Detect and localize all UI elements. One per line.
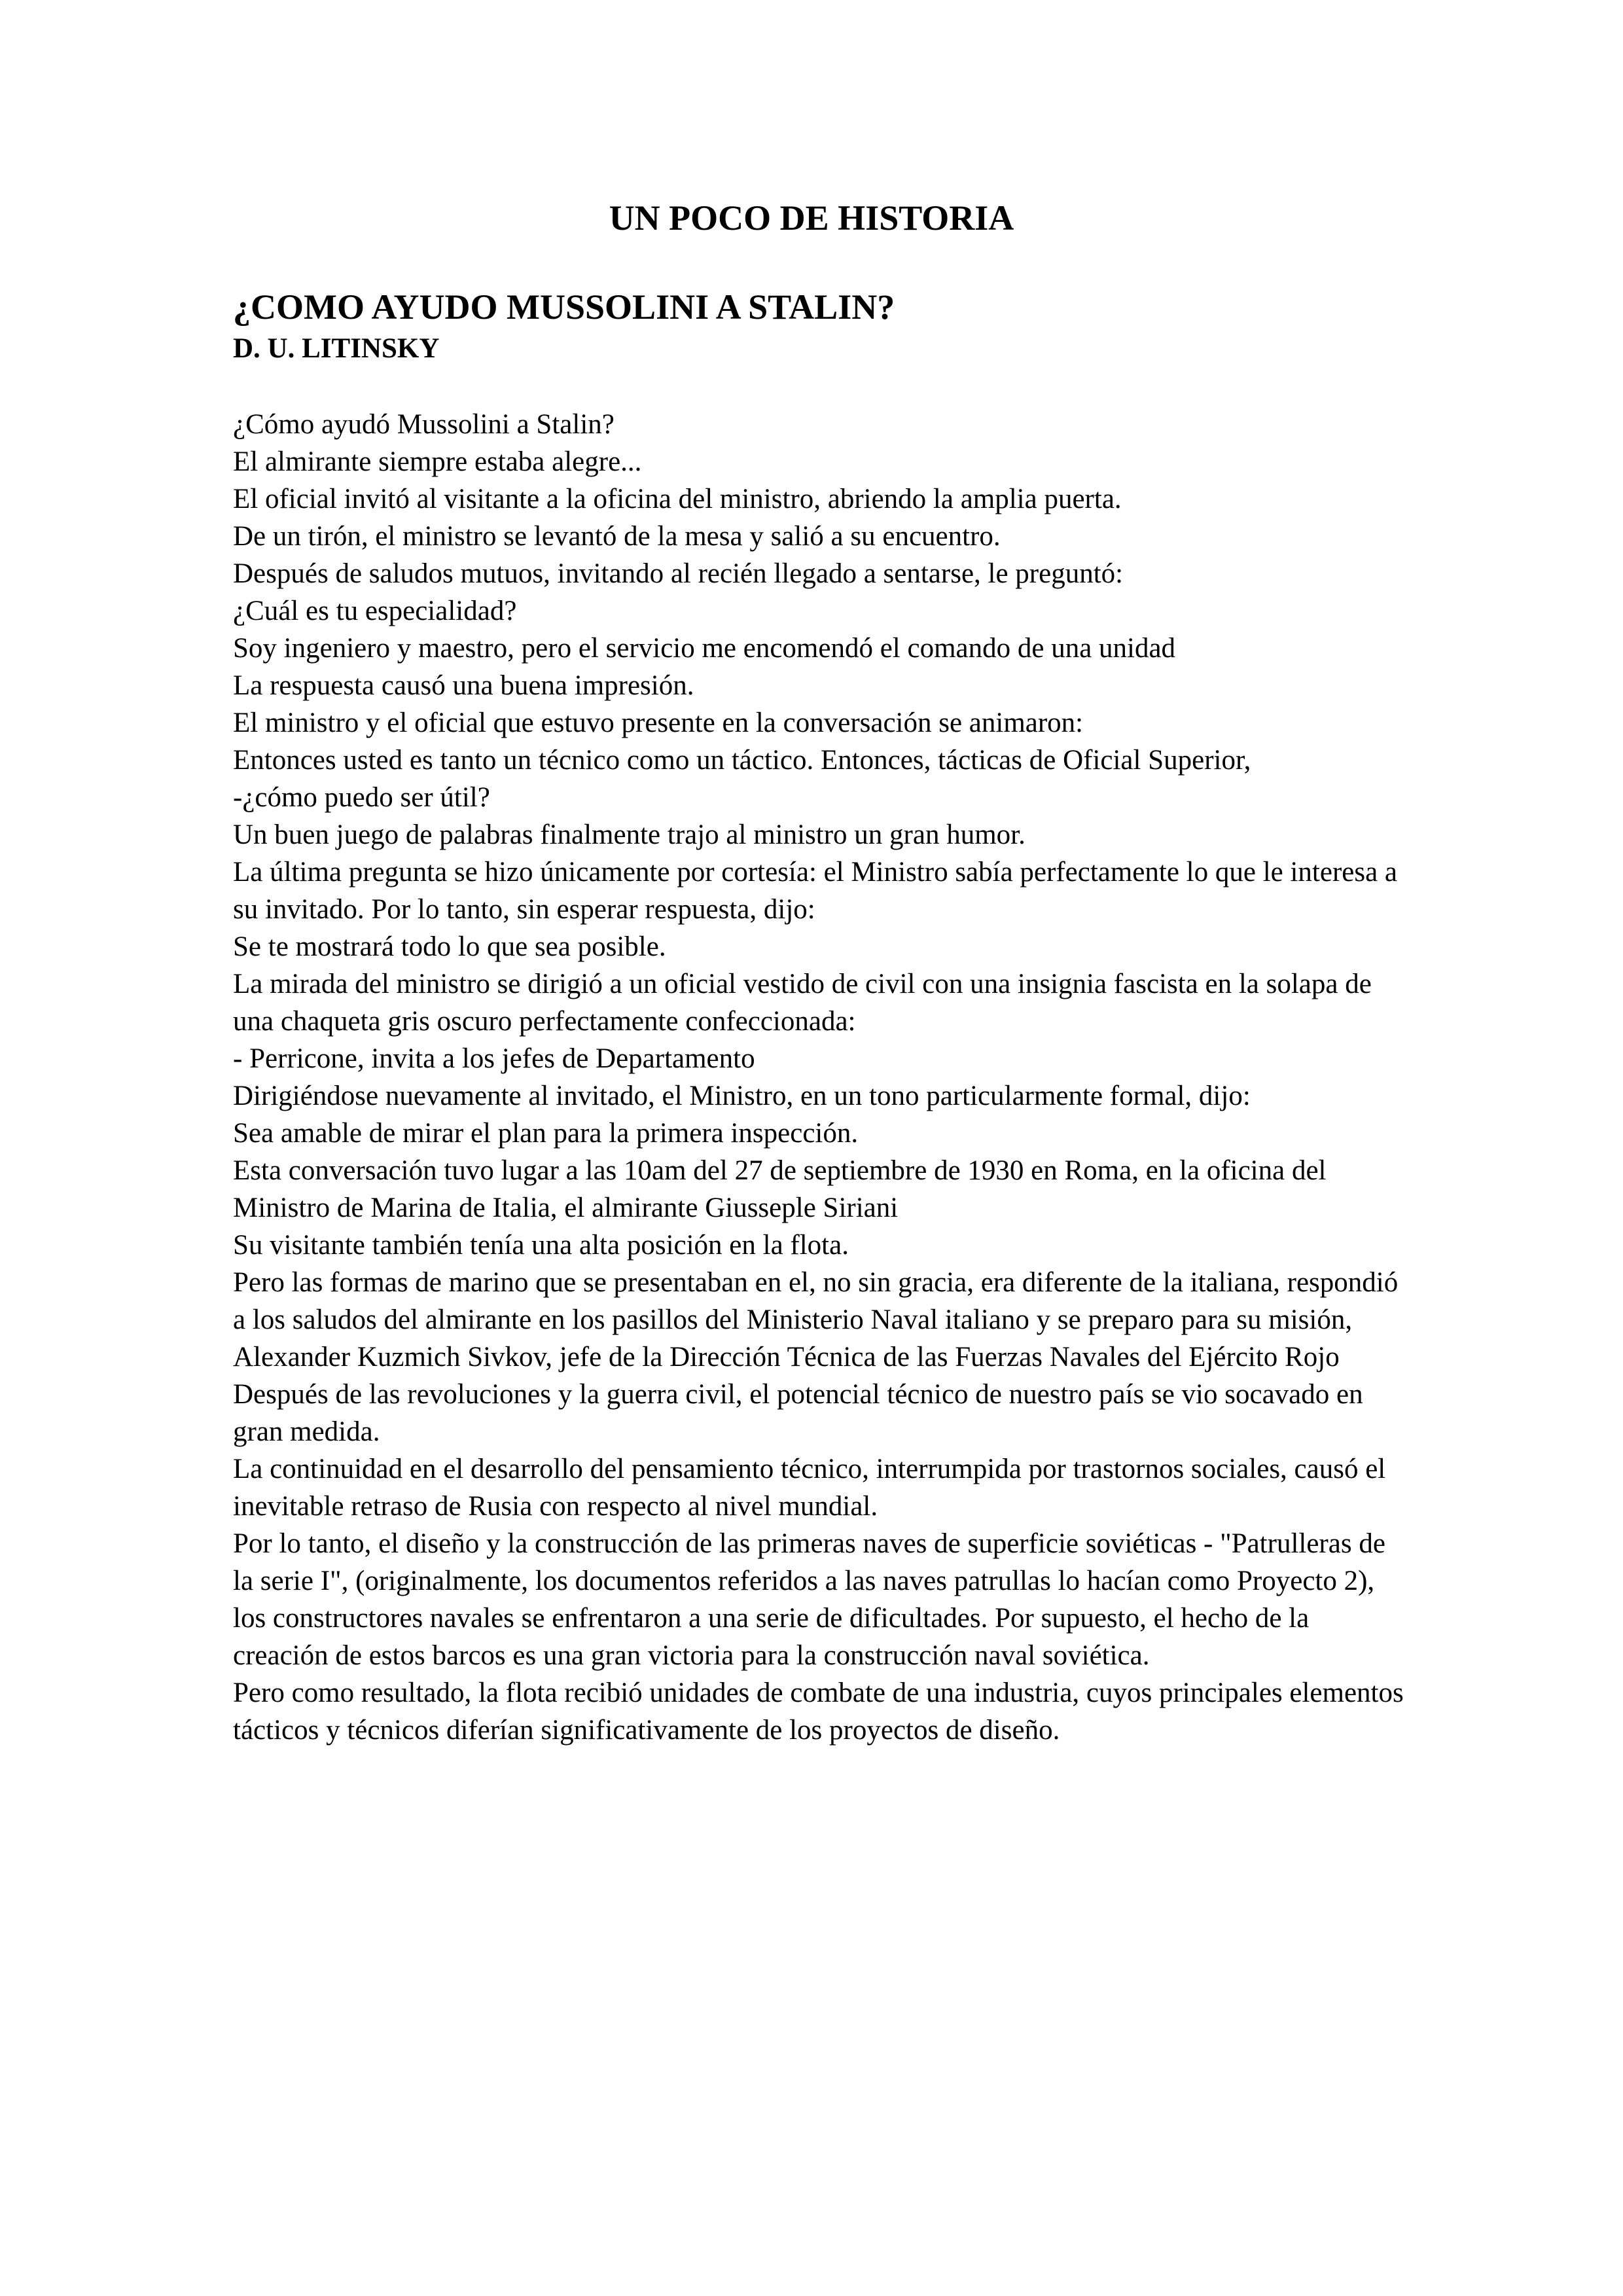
body-paragraph: Un buen juego de palabras finalmente trajo al ministro un gran humor.	[233, 819, 1026, 850]
body-paragraph: La respuesta causó una buena impresión.	[233, 670, 694, 701]
body-paragraph: La continuidad en el desarrollo del pensamiento técnico, interrumpida por trastornos sociales, causó el inevitable retraso de Rusia con respecto al nivel mundial.	[233, 1454, 1386, 1522]
body-paragraph: La mirada del ministro se dirigió a un oficial vestido de civil con una insignia fascista en la solapa de una chaqueta gris oscuro perfectamente confeccionada:	[233, 969, 1372, 1037]
body-paragraph: Esta conversación tuvo lugar a las 10am del 27 de septiembre de 1930 en Roma, en la oficina del Ministro de Marina de Italia, el almirante Giusseple Siriani	[233, 1155, 1327, 1223]
body-paragraph: Después de las revoluciones y la guerra civil, el potencial técnico de nuestro país se vio socavado en gran medida.	[233, 1379, 1363, 1447]
body-paragraph: Pero como resultado, la flota recibió unidades de combate de una industria, cuyos principales elementos tácticos y técnicos diferían significativamente de los proyectos de diseño.	[233, 1677, 1404, 1746]
body-paragraph: Soy ingeniero y maestro, pero el servicio me encomendó el comando de una unidad	[233, 633, 1176, 664]
body-paragraph: Por lo tanto, el diseño y la construcción de las primeras naves de superficie soviéticas - "Patrulleras de la serie I", (originalmente, los documentos referidos a las naves patrullas lo hacían como Proyecto 2), los constructores navales se enfrentaron a una serie de dificultades. Por supuesto, el hecho de la creación de estos barcos es una gran victoria para la construcción naval soviética.	[233, 1528, 1385, 1671]
body-paragraph: Entonces usted es tanto un técnico como un táctico. Entonces, tácticas de Oficial Superior,	[233, 745, 1251, 776]
body-paragraph: Dirigiéndose nuevamente al invitado, el Ministro, en un tono particularmente formal, dijo:	[233, 1081, 1251, 1111]
body-paragraph: -¿cómo puedo ser útil?	[233, 782, 490, 813]
body-paragraph: De un tirón, el ministro se levantó de la mesa y salió a su encuentro.	[233, 521, 1001, 552]
body-paragraph: El ministro y el oficial que estuvo presente en la conversación se animaron:	[233, 708, 1084, 738]
body-paragraph: El oficial invitó al visitante a la oficina del ministro, abriendo la amplia puerta.	[233, 484, 1122, 514]
body-paragraph: Pero las formas de marino que se presentaban en el, no sin gracia, era diferente de la italiana, respondió a los saludos del almirante en los pasillos del Ministerio Naval italiano y se preparo para su misión, Alexander Kuzmich Sivkov, jefe de la Dirección Técnica de las Fuerzas Navales del Ejército Rojo	[233, 1267, 1399, 1372]
body-paragraph: - Perricone, invita a los jefes de Departamento	[233, 1043, 755, 1074]
body-paragraph: Sea amable de mirar el plan para la primera inspección.	[233, 1118, 859, 1149]
body-paragraph: ¿Cómo ayudó Mussolini a Stalin?	[233, 409, 615, 440]
body-paragraph: El almirante siempre estaba alegre...	[233, 446, 642, 477]
article-author: D. U. LITINSKY	[233, 333, 440, 364]
article-title: ¿COMO AYUDO MUSSOLINI A STALIN?	[233, 287, 895, 327]
article-body	[233, 406, 1411, 1749]
document-title: UN POCO DE HISTORIA	[609, 198, 1014, 238]
body-paragraph: ¿Cuál es tu especialidad?	[233, 596, 517, 626]
body-paragraph: Se te mostrará todo lo que sea posible.	[233, 931, 666, 962]
body-paragraph: La última pregunta se hizo únicamente por cortesía: el Ministro sabía perfectamente lo que le interesa a su invitado. Por lo tanto, sin esperar respuesta, dijo:	[233, 857, 1398, 925]
body-paragraph: Después de saludos mutuos, invitando al recién llegado a sentarse, le preguntó:	[233, 558, 1124, 589]
body-paragraph: Su visitante también tenía una alta posición en la flota.	[233, 1230, 849, 1261]
